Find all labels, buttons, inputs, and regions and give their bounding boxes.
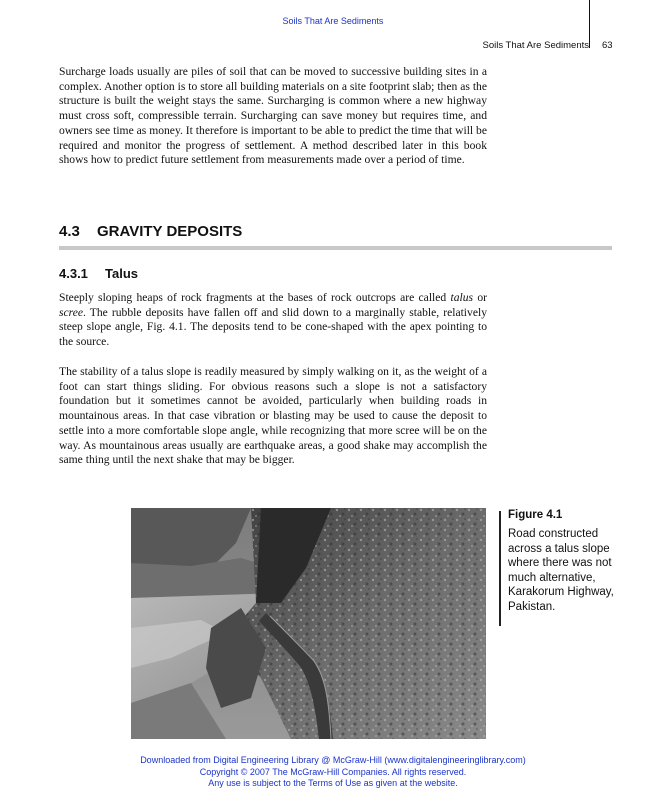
top-chapter-link[interactable]: Soils That Are Sediments <box>282 16 384 26</box>
section-number: 4.3 <box>59 223 80 240</box>
footer-download-link[interactable]: Downloaded from Digital Engineering Library @ McGraw-Hill (www.digitalengineeringlibrary.com) <box>140 755 526 765</box>
section-heading <box>59 223 242 240</box>
intro-paragraph: Surcharge loads usually are piles of soil that can be moved to successive building sites in a complex. Another option is to store all building materials on a site footprint slab; then as the structure is built the weight stays the same. Surcharging is common where a new highway must cross soft, compressible terrain. Surcharging can save money but requires time, and owners see time as money. It therefore is important to be able to predict the time that will be required and monitor the progress of settlement. A method described later in this book shows how to predict future settlement from measurements made over a period of time. <box>59 65 487 167</box>
running-head: Soils That Are Sediments <box>482 40 589 51</box>
talus-text-2: or <box>473 291 487 304</box>
talus-paragraph <box>59 291 487 350</box>
term-talus: talus <box>450 291 474 304</box>
section-title: GRAVITY DEPOSITS <box>97 223 243 240</box>
talus-text-3: . The rubble deposits have fallen off and slid down to a marginally stable, relatively steep slope angle, Fig. 4.1. The deposits tend to be cone-shaped with the apex pointing to the source. <box>59 305 487 349</box>
talus-text-1: Steeply sloping heaps of rock fragments at the bases of rock outcrops are called <box>59 291 451 304</box>
header-vertical-rule <box>589 0 590 48</box>
stability-paragraph: The stability of a talus slope is readily measured by simply walking on it, as the weight of a foot can start things sliding. For obvious reasons such a slope is not a satisfactory foundation but it sometimes cannot be avoided, particularly when building roads in mountainous areas. In that case vibration or blasting may be used to cause the deposit to settle into a more comfortable slope angle, while recognizing that more scree will be on the way. As mountainous areas usually are earthquake areas, a good shake may accomplish the same thing until the next shake that may be bigger. <box>59 365 487 467</box>
footer-terms: Any use is subject to the Terms of Use as given at the website. <box>208 778 458 788</box>
subsection-number: 4.3.1 <box>59 266 88 281</box>
section-divider <box>59 246 612 250</box>
page-number: 63 <box>602 40 613 51</box>
term-scree: scree <box>59 305 84 319</box>
figure-caption: Road constructed across a talus slope where there was not much alternative, Karakorum Highway, Pakistan. <box>508 528 614 613</box>
subsection-title: Talus <box>105 266 138 281</box>
caption-bar <box>499 511 501 626</box>
footer <box>0 755 666 790</box>
footer-copyright: Copyright © 2007 The McGraw-Hill Companies. All rights reserved. <box>199 766 467 777</box>
figure-label: Figure 4.1 <box>508 509 563 521</box>
subsection-heading <box>59 266 138 281</box>
talus-road-photo <box>131 508 486 739</box>
